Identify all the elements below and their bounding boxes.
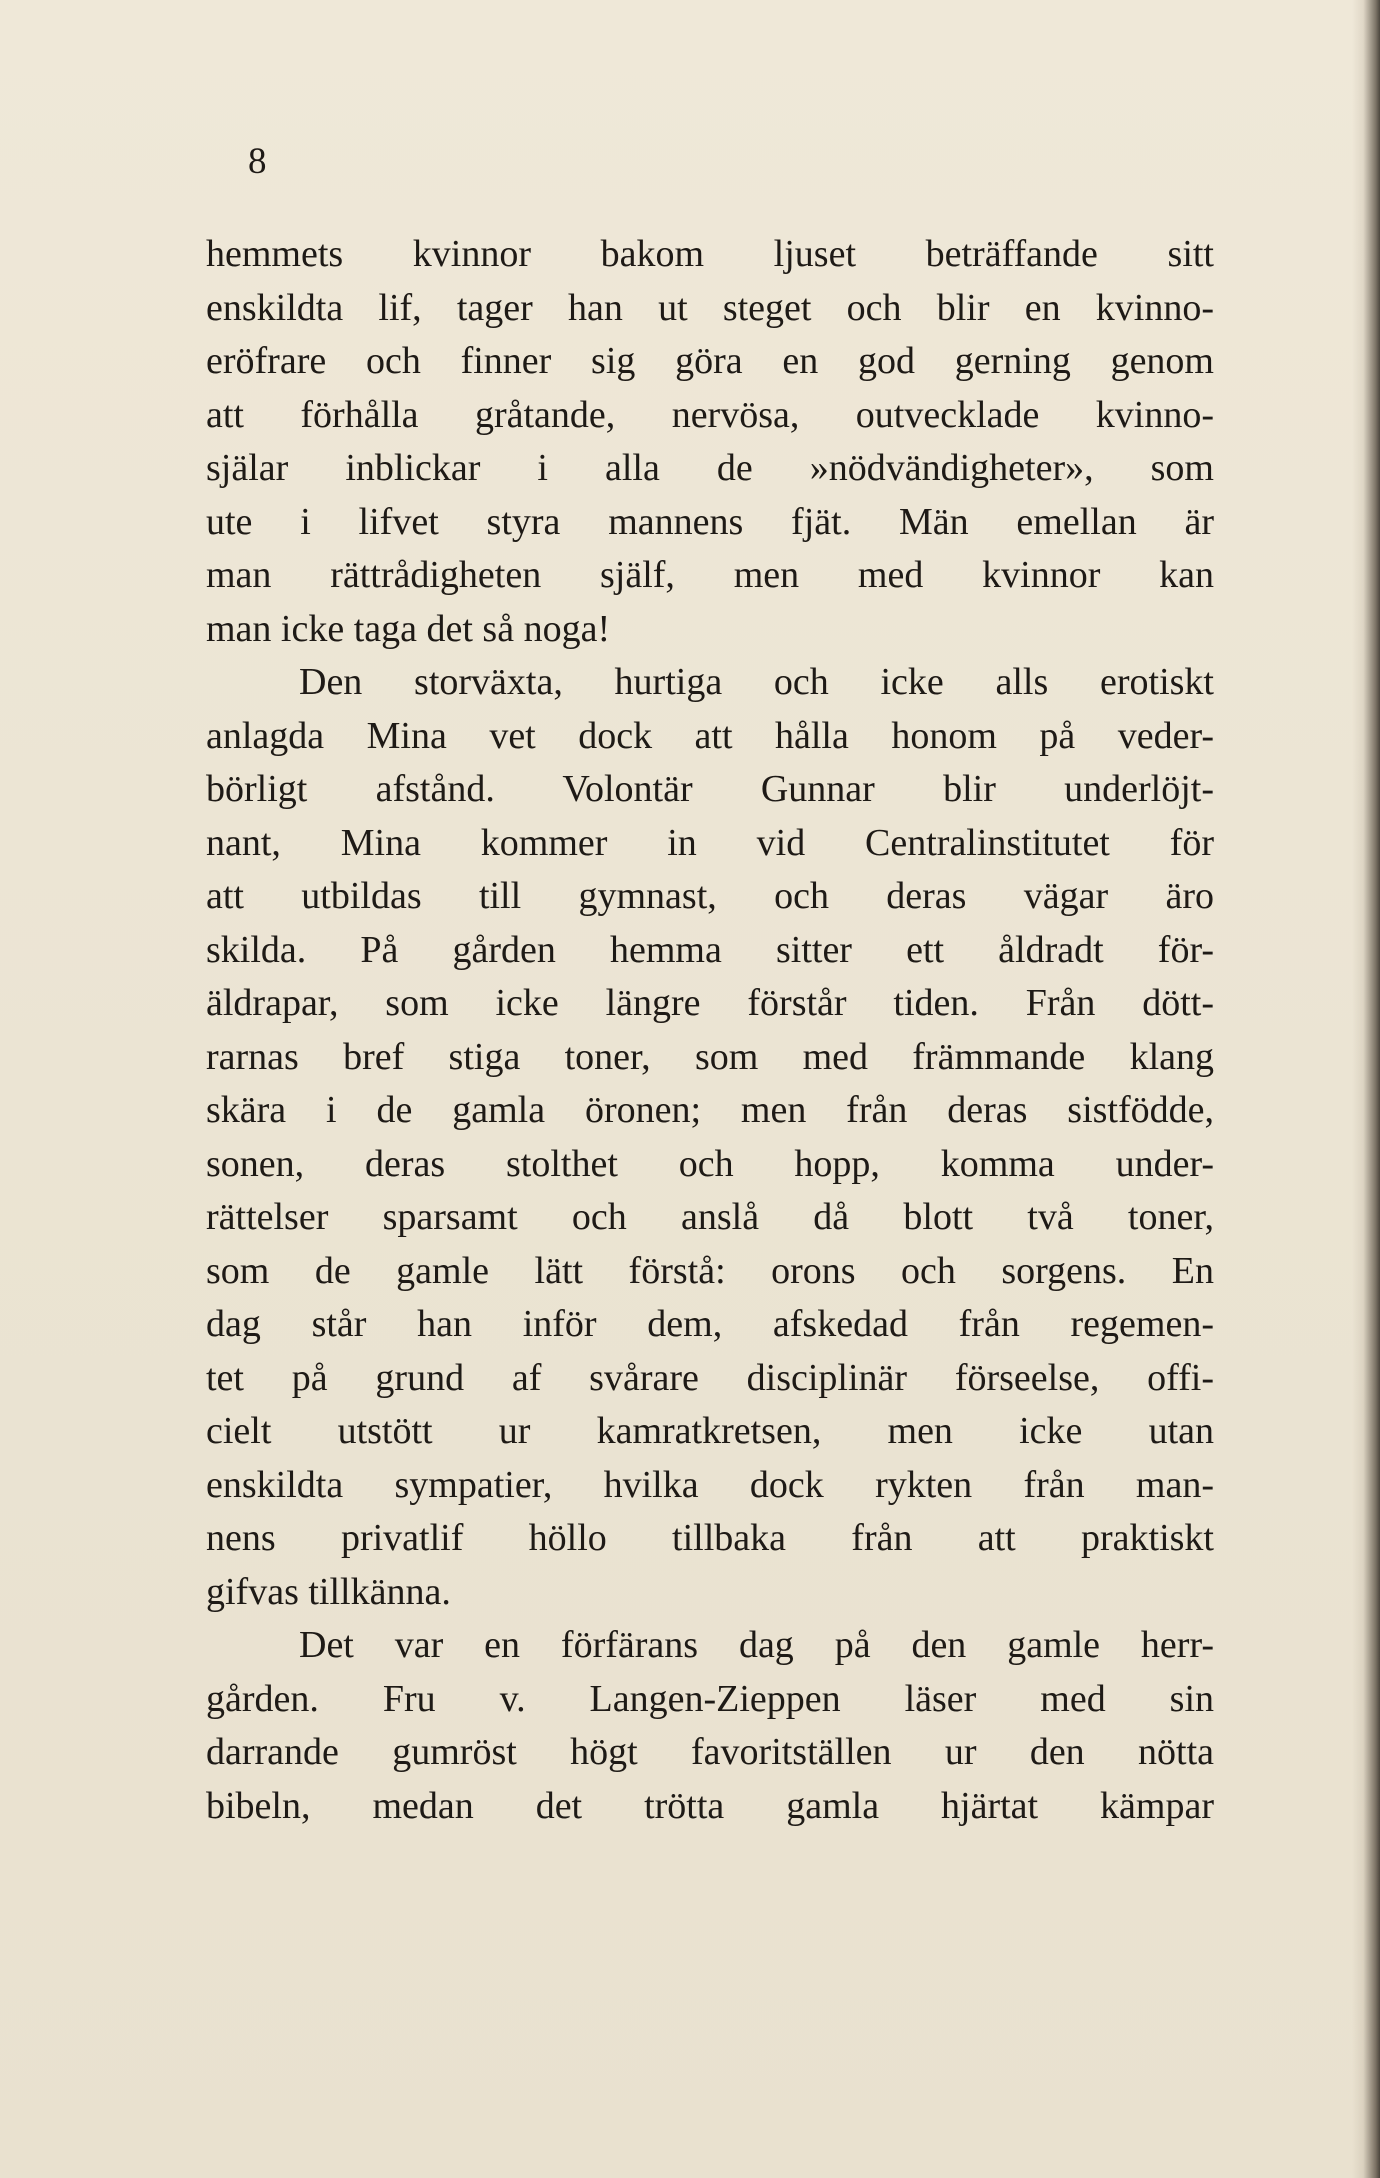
text-line-6: ute i lifvet styra mannens fjät. Män emellan är	[206, 500, 1214, 543]
text-line-18: sonen, deras stolthet och hopp, komma under-	[206, 1142, 1214, 1185]
text-line-17: skära i de gamla öronen; men från deras sistfödde,	[206, 1089, 1214, 1131]
text-line-27: Det var en förfärans dag på den gamle herr-	[299, 1624, 1214, 1666]
text-line-11: börligt afstånd. Volontär Gunnar blir underlöjt-	[206, 768, 1214, 810]
text-line-9: Den storväxta, hurtiga och icke alls erotiskt	[299, 661, 1214, 703]
text-line-8: man icke taga det så noga!	[206, 607, 611, 650]
text-line-5: själar inblickar i alla de »nödvändigheter», som	[206, 447, 1214, 489]
text-line-28: gården. Fru v. Langen-Zieppen läser med sin	[206, 1677, 1214, 1720]
text-line-13: att utbildas till gymnast, och deras vägar äro	[206, 875, 1214, 917]
text-line-26: gifvas tillkänna.	[206, 1570, 451, 1613]
body-text	[206, 228, 1214, 1833]
text-line-29: darrande gumröst högt favoritställen ur den nötta	[206, 1731, 1214, 1773]
text-line-20: som de gamle lätt förstå: orons och sorgens. En	[206, 1249, 1214, 1292]
text-line-7: man rättrådigheten själf, men med kvinnor kan	[206, 554, 1214, 596]
text-line-19: rättelser sparsamt och anslå då blott två toner,	[206, 1196, 1214, 1238]
text-line-14: skilda. På gården hemma sitter ett åldradt för-	[206, 928, 1214, 971]
text-line-25: nens privatlif höllo tillbaka från att praktiskt	[206, 1517, 1214, 1559]
page-number: 8	[248, 141, 267, 182]
text-line-10: anlagda Mina vet dock att hålla honom på veder-	[206, 714, 1214, 757]
text-line-23: cielt utstött ur kamratkretsen, men icke utan	[206, 1410, 1214, 1452]
text-line-16: rarnas bref stiga toner, som med främmande klang	[206, 1035, 1214, 1078]
page-edge-shadow	[1352, 0, 1380, 2178]
text-line-22: tet på grund af svårare disciplinär förseelse, offi-	[206, 1356, 1214, 1399]
text-line-30: bibeln, medan det trötta gamla hjärtat kämpar	[206, 1784, 1214, 1827]
text-line-12: nant, Mina kommer in vid Centralinstitutet för	[206, 821, 1214, 864]
text-line-4: att förhålla gråtande, nervösa, outvecklade kvinno-	[206, 393, 1214, 436]
text-line-2: enskildta lif, tager han ut steget och blir en kvinno-	[206, 286, 1214, 329]
text-line-24: enskildta sympatier, hvilka dock rykten från man-	[206, 1463, 1214, 1506]
text-line-3: eröfrare och finner sig göra en god gerning genom	[206, 340, 1214, 382]
text-line-15: äldrapar, som icke längre förstår tiden. Från dött-	[206, 982, 1214, 1024]
text-line-1: hemmets kvinnor bakom ljuset beträffande sitt	[206, 233, 1214, 275]
text-line-21: dag står han inför dem, afskedad från regemen-	[206, 1303, 1214, 1345]
